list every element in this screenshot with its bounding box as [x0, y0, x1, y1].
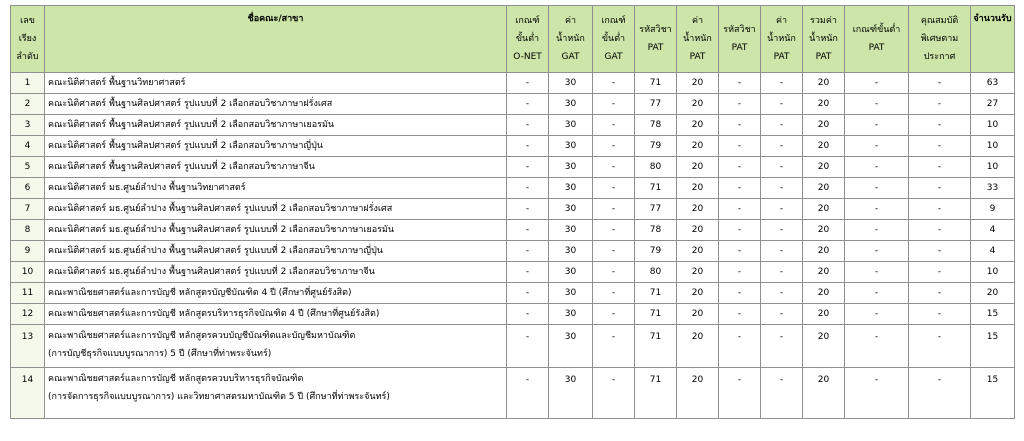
- cell-pat-weight-2: -: [761, 368, 803, 419]
- cell-pat-weight-2: -: [761, 115, 803, 136]
- cell-program-name: [45, 304, 507, 325]
- cell-pat-weight-2: -: [761, 262, 803, 283]
- cell-onet-min: -: [507, 262, 549, 283]
- cell-pat-total: 20: [803, 178, 845, 199]
- cell-pat-weight-1: 20: [677, 283, 719, 304]
- table-row: [11, 178, 1015, 199]
- cell-seats: 10: [971, 115, 1015, 136]
- admission-table-wrapper: [10, 5, 1015, 419]
- cell-pat-code-1: 71: [635, 325, 677, 368]
- cell-gat-min: -: [593, 136, 635, 157]
- cell-pat-weight-1: 20: [677, 241, 719, 262]
- cell-seats: 10: [971, 157, 1015, 178]
- cell-pat-code-2: -: [719, 115, 761, 136]
- program-name-line: คณะพาณิชยศาสตร์และการบัญชี หลักสูตรควบบัญชีบัณฑิตและบัญชีมหาบัณฑิต: [48, 331, 356, 341]
- program-name-line: คณะนิติศาสตร์ มธ.ศูนย์ลำปาง พื้นฐานศิลปศาสตร์ รูปแบบที่ 2 เลือกสอบวิชาภาษาเยอรมัน: [48, 225, 395, 235]
- cell-pat-weight-1: 20: [677, 115, 719, 136]
- program-name-line: คณะนิติศาสตร์ พื้นฐานวิทยาศาสตร์: [48, 78, 186, 88]
- cell-pat-total: 20: [803, 368, 845, 419]
- cell-pat-weight-2: -: [761, 325, 803, 368]
- cell-pat-min: -: [845, 94, 909, 115]
- cell-onet-min: -: [507, 220, 549, 241]
- cell-gat-weight: 30: [549, 136, 593, 157]
- table-body: [11, 73, 1015, 419]
- cell-pat-total: 20: [803, 115, 845, 136]
- header-pat-min: เกณฑ์ขั้นต่ำ PAT: [845, 6, 909, 73]
- cell-row-number: 10: [11, 262, 45, 283]
- cell-pat-min: -: [845, 73, 909, 94]
- cell-pat-weight-1: 20: [677, 73, 719, 94]
- header-pat-code-2: รหัสวิชา PAT: [719, 6, 761, 73]
- cell-pat-code-1: 71: [635, 73, 677, 94]
- cell-onet-min: -: [507, 241, 549, 262]
- cell-gat-weight: 30: [549, 325, 593, 368]
- cell-pat-weight-1: 20: [677, 325, 719, 368]
- cell-seats: 63: [971, 73, 1015, 94]
- header-gat-weight: ค่า น้ำหนัก GAT: [549, 6, 593, 73]
- table-row: [11, 199, 1015, 220]
- cell-special: -: [909, 304, 971, 325]
- cell-onet-min: -: [507, 304, 549, 325]
- cell-onet-min: -: [507, 157, 549, 178]
- cell-pat-total: 20: [803, 157, 845, 178]
- cell-seats: 10: [971, 136, 1015, 157]
- cell-pat-min: -: [845, 157, 909, 178]
- cell-pat-weight-1: 20: [677, 262, 719, 283]
- cell-gat-min: -: [593, 178, 635, 199]
- cell-pat-code-2: -: [719, 262, 761, 283]
- cell-special: -: [909, 115, 971, 136]
- table-row: [11, 325, 1015, 368]
- cell-pat-min: -: [845, 178, 909, 199]
- cell-gat-min: -: [593, 199, 635, 220]
- cell-pat-min: -: [845, 115, 909, 136]
- program-name-line: คณะนิติศาสตร์ มธ.ศูนย์ลำปาง พื้นฐานศิลปศาสตร์ รูปแบบที่ 2 เลือกสอบวิชาภาษาฝรั่งเศส: [48, 204, 393, 214]
- cell-pat-weight-2: -: [761, 199, 803, 220]
- cell-pat-min: -: [845, 368, 909, 419]
- cell-program-name: [45, 94, 507, 115]
- cell-pat-total: 20: [803, 241, 845, 262]
- cell-program-name: [45, 73, 507, 94]
- cell-pat-code-1: 77: [635, 199, 677, 220]
- cell-seats: 15: [971, 368, 1015, 419]
- cell-pat-weight-1: 20: [677, 220, 719, 241]
- cell-pat-total: 20: [803, 220, 845, 241]
- cell-special: -: [909, 262, 971, 283]
- cell-special: -: [909, 368, 971, 419]
- cell-gat-min: -: [593, 241, 635, 262]
- program-name-line: คณะพาณิชยศาสตร์และการบัญชี หลักสูตรบัญชีบัณฑิต 4 ปี (ศึกษาที่ศูนย์รังสิต): [48, 288, 352, 298]
- cell-pat-code-1: 79: [635, 241, 677, 262]
- cell-pat-total: 20: [803, 199, 845, 220]
- cell-pat-code-2: -: [719, 325, 761, 368]
- cell-pat-code-2: -: [719, 178, 761, 199]
- cell-pat-min: -: [845, 241, 909, 262]
- cell-pat-code-2: -: [719, 157, 761, 178]
- cell-pat-code-1: 71: [635, 368, 677, 419]
- cell-pat-code-2: -: [719, 241, 761, 262]
- table-row: [11, 283, 1015, 304]
- cell-pat-code-2: -: [719, 283, 761, 304]
- cell-row-number: 2: [11, 94, 45, 115]
- cell-pat-total: 20: [803, 262, 845, 283]
- header-no: เลข เรียง ลำดับ: [11, 6, 45, 73]
- cell-gat-weight: 30: [549, 241, 593, 262]
- cell-pat-total: 20: [803, 73, 845, 94]
- cell-row-number: 14: [11, 368, 45, 419]
- cell-pat-total: 20: [803, 283, 845, 304]
- cell-pat-code-2: -: [719, 94, 761, 115]
- cell-pat-weight-1: 20: [677, 368, 719, 419]
- cell-program-name: [45, 115, 507, 136]
- table-row: [11, 368, 1015, 419]
- cell-pat-code-2: -: [719, 368, 761, 419]
- cell-onet-min: -: [507, 136, 549, 157]
- cell-pat-total: 20: [803, 325, 845, 368]
- cell-seats: 4: [971, 241, 1015, 262]
- cell-special: -: [909, 199, 971, 220]
- cell-program-name: [45, 368, 507, 419]
- cell-row-number: 11: [11, 283, 45, 304]
- cell-pat-code-2: -: [719, 220, 761, 241]
- cell-row-number: 7: [11, 199, 45, 220]
- cell-row-number: 9: [11, 241, 45, 262]
- cell-onet-min: -: [507, 199, 549, 220]
- cell-row-number: 8: [11, 220, 45, 241]
- cell-pat-weight-1: 20: [677, 304, 719, 325]
- cell-gat-min: -: [593, 220, 635, 241]
- program-name-line: คณะนิติศาสตร์ มธ.ศูนย์ลำปาง พื้นฐานศิลปศาสตร์ รูปแบบที่ 2 เลือกสอบวิชาภาษาญี่ปุ่น: [48, 246, 383, 256]
- cell-onet-min: -: [507, 115, 549, 136]
- cell-seats: 9: [971, 199, 1015, 220]
- cell-pat-code-1: 71: [635, 178, 677, 199]
- cell-pat-weight-1: 20: [677, 178, 719, 199]
- cell-gat-min: -: [593, 94, 635, 115]
- table-row: [11, 157, 1015, 178]
- cell-program-name: [45, 178, 507, 199]
- cell-pat-min: -: [845, 262, 909, 283]
- cell-gat-weight: 30: [549, 262, 593, 283]
- cell-special: -: [909, 241, 971, 262]
- cell-row-number: 3: [11, 115, 45, 136]
- table-row: [11, 73, 1015, 94]
- cell-pat-min: -: [845, 325, 909, 368]
- program-name-line: (การจัดการธุรกิจแบบบูรณาการ) และวิทยาศาสตรมหาบัณฑิต 5 ปี (ศึกษาที่ท่าพระจันทร์): [48, 392, 390, 402]
- cell-gat-min: -: [593, 157, 635, 178]
- header-gat-min: เกณฑ์ ขั้นต่ำ GAT: [593, 6, 635, 73]
- table-row: [11, 115, 1015, 136]
- cell-pat-min: -: [845, 304, 909, 325]
- header-row: [11, 6, 1015, 73]
- cell-seats: 4: [971, 220, 1015, 241]
- cell-gat-weight: 30: [549, 178, 593, 199]
- program-name-line: คณะนิติศาสตร์ พื้นฐานศิลปศาสตร์ รูปแบบที่ 2 เลือกสอบวิชาภาษาญี่ปุ่น: [48, 141, 323, 151]
- program-name-line: คณะนิติศาสตร์ มธ.ศูนย์ลำปาง พื้นฐานวิทยาศาสตร์: [48, 183, 246, 193]
- cell-program-name: [45, 241, 507, 262]
- cell-gat-weight: 30: [549, 73, 593, 94]
- cell-pat-code-1: 71: [635, 304, 677, 325]
- cell-pat-weight-2: -: [761, 241, 803, 262]
- program-name-line: คณะนิติศาสตร์ พื้นฐานศิลปศาสตร์ รูปแบบที่ 2 เลือกสอบวิชาภาษาฝรั่งเศส: [48, 99, 333, 109]
- header-seats: จำนวนรับ: [971, 6, 1015, 73]
- cell-gat-min: -: [593, 368, 635, 419]
- cell-gat-weight: 30: [549, 115, 593, 136]
- cell-special: -: [909, 157, 971, 178]
- cell-onet-min: -: [507, 94, 549, 115]
- header-pat-weight-1: ค่า น้ำหนัก PAT: [677, 6, 719, 73]
- cell-pat-code-1: 71: [635, 283, 677, 304]
- cell-gat-min: -: [593, 283, 635, 304]
- cell-onet-min: -: [507, 368, 549, 419]
- table-row: [11, 136, 1015, 157]
- cell-gat-weight: 30: [549, 157, 593, 178]
- cell-onet-min: -: [507, 73, 549, 94]
- cell-pat-weight-1: 20: [677, 94, 719, 115]
- header-pat-weight-2: ค่า น้ำหนัก PAT: [761, 6, 803, 73]
- cell-pat-weight-2: -: [761, 94, 803, 115]
- cell-program-name: [45, 262, 507, 283]
- cell-seats: 27: [971, 94, 1015, 115]
- cell-program-name: [45, 325, 507, 368]
- cell-special: -: [909, 73, 971, 94]
- header-pat-total: รวมค่า น้ำหนัก PAT: [803, 6, 845, 73]
- cell-gat-min: -: [593, 304, 635, 325]
- cell-pat-min: -: [845, 199, 909, 220]
- cell-pat-weight-2: -: [761, 136, 803, 157]
- cell-pat-weight-2: -: [761, 157, 803, 178]
- program-name-line: คณะนิติศาสตร์ พื้นฐานศิลปศาสตร์ รูปแบบที่ 2 เลือกสอบวิชาภาษาจีน: [48, 162, 315, 172]
- header-pat-code-1: รหัสวิชา PAT: [635, 6, 677, 73]
- cell-row-number: 5: [11, 157, 45, 178]
- cell-row-number: 4: [11, 136, 45, 157]
- cell-pat-total: 20: [803, 94, 845, 115]
- cell-pat-min: -: [845, 136, 909, 157]
- program-name-line: คณะพาณิชยศาสตร์และการบัญชี หลักสูตรบริหารธุรกิจบัณฑิต 4 ปี (ศึกษาที่ศูนย์รังสิต): [48, 309, 380, 319]
- table-row: [11, 262, 1015, 283]
- cell-gat-weight: 30: [549, 304, 593, 325]
- cell-special: -: [909, 136, 971, 157]
- cell-special: -: [909, 178, 971, 199]
- program-name-line: คณะพาณิชยศาสตร์และการบัญชี หลักสูตรควบบริหารธุรกิจบัณฑิต: [48, 374, 304, 384]
- cell-special: -: [909, 220, 971, 241]
- cell-program-name: [45, 136, 507, 157]
- cell-row-number: 6: [11, 178, 45, 199]
- cell-pat-total: 20: [803, 136, 845, 157]
- cell-special: -: [909, 325, 971, 368]
- cell-pat-code-2: -: [719, 73, 761, 94]
- cell-pat-code-1: 78: [635, 115, 677, 136]
- cell-gat-weight: 30: [549, 220, 593, 241]
- cell-row-number: 12: [11, 304, 45, 325]
- cell-gat-weight: 30: [549, 199, 593, 220]
- cell-onet-min: -: [507, 325, 549, 368]
- cell-row-number: 13: [11, 325, 45, 368]
- admission-criteria-table: [10, 5, 1015, 419]
- cell-gat-min: -: [593, 262, 635, 283]
- cell-pat-code-1: 77: [635, 94, 677, 115]
- cell-row-number: 1: [11, 73, 45, 94]
- cell-pat-code-2: -: [719, 136, 761, 157]
- cell-gat-weight: 30: [549, 368, 593, 419]
- cell-program-name: [45, 283, 507, 304]
- cell-gat-min: -: [593, 115, 635, 136]
- table-row: [11, 220, 1015, 241]
- cell-seats: 15: [971, 304, 1015, 325]
- cell-program-name: [45, 157, 507, 178]
- cell-gat-min: -: [593, 325, 635, 368]
- cell-pat-weight-2: -: [761, 283, 803, 304]
- cell-seats: 20: [971, 283, 1015, 304]
- table-row: [11, 241, 1015, 262]
- cell-seats: 15: [971, 325, 1015, 368]
- cell-onet-min: -: [507, 283, 549, 304]
- header-onet-min: เกณฑ์ ขั้นต่ำ O-NET: [507, 6, 549, 73]
- program-name-line: (การบัญชีธุรกิจแบบบูรณาการ) 5 ปี (ศึกษาที่ท่าพระจันทร์): [48, 349, 272, 359]
- cell-pat-weight-1: 20: [677, 199, 719, 220]
- cell-pat-weight-2: -: [761, 178, 803, 199]
- table-row: [11, 304, 1015, 325]
- cell-pat-weight-2: -: [761, 220, 803, 241]
- cell-pat-code-1: 80: [635, 157, 677, 178]
- cell-pat-weight-2: -: [761, 304, 803, 325]
- cell-seats: 33: [971, 178, 1015, 199]
- cell-gat-min: -: [593, 73, 635, 94]
- cell-program-name: [45, 220, 507, 241]
- cell-pat-code-1: 80: [635, 262, 677, 283]
- cell-pat-min: -: [845, 220, 909, 241]
- cell-pat-code-2: -: [719, 199, 761, 220]
- cell-pat-weight-1: 20: [677, 136, 719, 157]
- header-special: คุณสมบัติ พิเศษตาม ประกาศ: [909, 6, 971, 73]
- cell-pat-weight-1: 20: [677, 157, 719, 178]
- cell-program-name: [45, 199, 507, 220]
- cell-pat-total: 20: [803, 304, 845, 325]
- cell-pat-weight-2: -: [761, 73, 803, 94]
- cell-seats: 10: [971, 262, 1015, 283]
- cell-special: -: [909, 283, 971, 304]
- cell-special: -: [909, 94, 971, 115]
- cell-pat-min: -: [845, 283, 909, 304]
- cell-gat-weight: 30: [549, 94, 593, 115]
- header-name: ชื่อคณะ/สาขา: [45, 6, 507, 73]
- cell-pat-code-1: 78: [635, 220, 677, 241]
- cell-gat-weight: 30: [549, 283, 593, 304]
- program-name-line: คณะนิติศาสตร์ มธ.ศูนย์ลำปาง พื้นฐานศิลปศาสตร์ รูปแบบที่ 2 เลือกสอบวิชาภาษาจีน: [48, 267, 375, 277]
- table-row: [11, 94, 1015, 115]
- cell-onet-min: -: [507, 178, 549, 199]
- program-name-line: คณะนิติศาสตร์ พื้นฐานศิลปศาสตร์ รูปแบบที่ 2 เลือกสอบวิชาภาษาเยอรมัน: [48, 120, 335, 130]
- cell-pat-code-1: 79: [635, 136, 677, 157]
- cell-pat-code-2: -: [719, 304, 761, 325]
